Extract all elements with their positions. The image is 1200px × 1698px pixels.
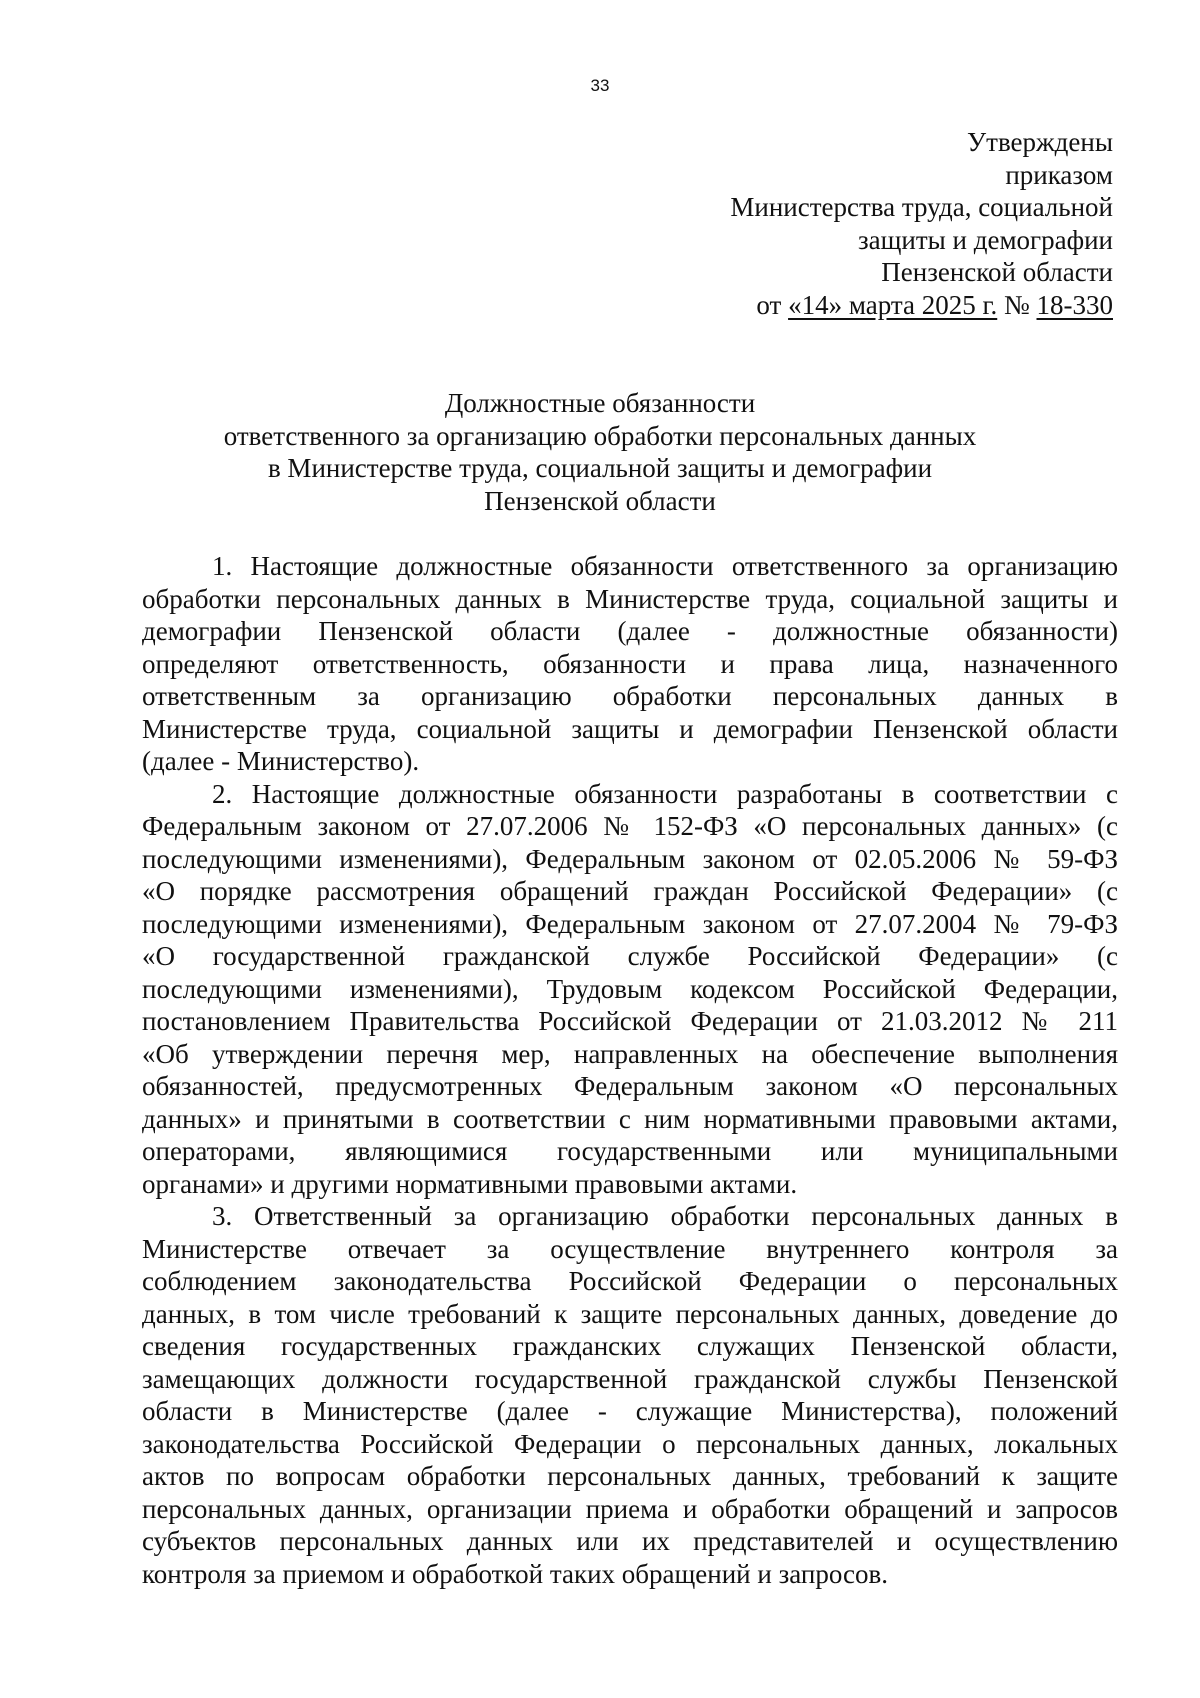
text-line: персональных данных, организации приема и обработки обращений и запросов bbox=[142, 1493, 1118, 1524]
title-line: Пензенской области bbox=[484, 485, 716, 516]
text-line: последующими изменениями), Трудовым кодексом Российской Федерации, bbox=[142, 973, 1118, 1004]
text-line: данных» и принятыми в соответствии с ним нормативными правовыми актами, bbox=[142, 1103, 1118, 1134]
page-number: 33 bbox=[590, 76, 610, 95]
approval-line: Утверждены bbox=[967, 127, 1113, 157]
approval-line: Министерства труда, социальной bbox=[730, 192, 1113, 222]
paragraph-2 bbox=[142, 778, 1118, 1201]
paragraph-1 bbox=[142, 550, 1118, 778]
text-line: 3. Ответственный за организацию обработки персональных данных в bbox=[212, 1201, 1118, 1231]
text-line: соблюдением законодательства Российской Федерации о персональных bbox=[142, 1266, 1118, 1296]
text-line: (далее - Министерство). bbox=[142, 746, 420, 776]
date-prefix: от bbox=[756, 289, 789, 320]
text-line: демографии Пензенской области (далее - должностные обязанности) bbox=[142, 616, 1118, 646]
text-line: 1. Настоящие должностные обязанности ответственного за организацию bbox=[212, 551, 1118, 581]
text-line: Министерстве труда, социальной защиты и демографии Пензенской области bbox=[142, 713, 1118, 744]
order-number: 18-330 bbox=[1036, 289, 1113, 320]
title-line: в Министерстве труда, социальной защиты и демографии bbox=[267, 453, 933, 483]
text-line: последующими изменениями), Федеральным законом от 27.07.2004 № 79-ФЗ bbox=[142, 908, 1118, 939]
text-line: актов по вопросам обработки персональных данных, требований к защите bbox=[142, 1461, 1118, 1491]
text-line: обработки персональных данных в Министерстве труда, социальной защиты и bbox=[142, 583, 1118, 614]
text-line: области в Министерстве (далее - служащие Министерства), положений bbox=[142, 1396, 1118, 1426]
text-line: органами» и другими нормативными правовыми актами. bbox=[142, 1168, 798, 1199]
text-line: «О порядке рассмотрения обращений граждан Российской Федерации» (с bbox=[142, 876, 1118, 906]
text-line: субъектов персональных данных или их представителей и осуществлению bbox=[142, 1526, 1118, 1556]
paragraph-3 bbox=[142, 1200, 1118, 1590]
text-line: данных, в том числе требований к защите персональных данных, доведение до bbox=[142, 1298, 1118, 1329]
title-line: ответственного за организацию обработки персональных данных bbox=[223, 420, 977, 451]
text-line: сведения государственных гражданских служащих Пензенской области, bbox=[142, 1331, 1118, 1361]
text-line: обязанностей, предусмотренных Федеральным законом «О персональных bbox=[142, 1071, 1118, 1101]
approval-date-line bbox=[730, 289, 1113, 322]
text-line: постановлением Правительства Российской Федерации от 21.03.2012 № 211 bbox=[142, 1006, 1118, 1036]
text-line: законодательства Российской Федерации о персональных данных, локальных bbox=[142, 1428, 1118, 1459]
text-line: ответственным за организацию обработки персональных данных в bbox=[142, 681, 1118, 711]
approval-block bbox=[730, 126, 1113, 321]
approval-line: защиты и демографии bbox=[857, 224, 1113, 255]
text-line: Министерстве отвечает за осуществление внутреннего контроля за bbox=[142, 1233, 1118, 1264]
text-line: 2. Настоящие должностные обязанности разработаны в соответствии с bbox=[212, 778, 1118, 809]
document-body bbox=[142, 550, 1118, 1590]
order-date: «14» марта 2025 г. bbox=[788, 289, 998, 320]
approval-line: Пензенской области bbox=[881, 257, 1113, 287]
text-line: замещающих должности государственной гражданской службы Пензенской bbox=[142, 1363, 1118, 1394]
text-line: последующими изменениями), Федеральным законом от 02.05.2006 № 59-ФЗ bbox=[142, 843, 1118, 874]
text-line: «Об утверждении перечня мер, направленных на обеспечение выполнения bbox=[142, 1038, 1118, 1069]
text-line: «О государственной гражданской службе Российской Федерации» (с bbox=[142, 941, 1118, 971]
text-line: определяют ответственность, обязанности и права лица, назначенного bbox=[142, 648, 1118, 679]
text-line: операторами, являющимися государственными или муниципальными bbox=[142, 1136, 1118, 1166]
approval-line: приказом bbox=[1005, 159, 1113, 190]
title-line: Должностные обязанности bbox=[444, 388, 756, 418]
text-line: Федеральным законом от 27.07.2006 № 152-ФЗ «О персональных данных» (с bbox=[142, 811, 1118, 841]
document-title bbox=[0, 387, 1200, 517]
text-line: контроля за приемом и обработкой таких обращений и запросов. bbox=[142, 1558, 888, 1589]
number-prefix: № bbox=[997, 289, 1037, 320]
